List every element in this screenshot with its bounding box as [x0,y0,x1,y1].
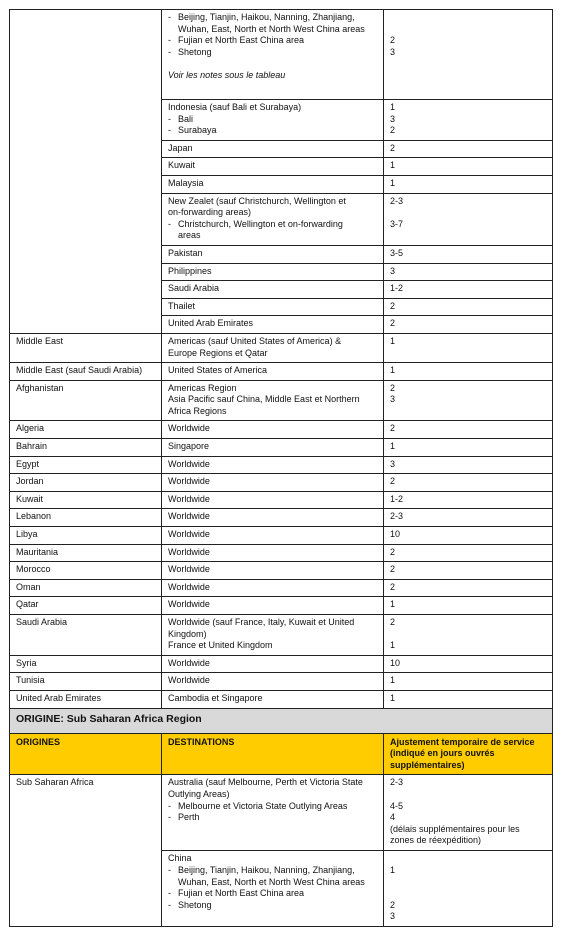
region-header-row [10,708,553,733]
adjustment-cell: 2-3 [384,509,553,527]
adjustment-cell: 2-3 4-5 4 (délais supplémentaires pour les zones de réexpédition) [384,775,553,851]
destination-cell: Americas (sauf United States of America) & Europe Regions et Qatar [162,333,384,362]
service-adjustment-table [9,9,553,927]
adjustment-cell: 2 [384,474,553,492]
table-row [10,597,553,615]
adjustment-cell: 2 3 [384,10,553,100]
destination-cell: Worldwide [162,655,384,673]
table-row: Philippines 3 [10,263,553,281]
origin-cell: Jordan [10,474,162,492]
header-adjustment: Ajustement temporaire de service (indiqué en jours ouvrés supplémentaires) [384,733,553,775]
destination-cell: Worldwide [162,456,384,474]
header-destinations: DESTINATIONS [162,733,384,775]
origin-cell: Qatar [10,597,162,615]
adjustment-cell: 2 3 [384,380,553,421]
adjustment-cell: 1 2 3 [384,851,553,927]
table-row: Kuwait 1 [10,158,553,176]
origin-cell: Afghanistan [10,380,162,421]
adjustment-cell: 10 [384,527,553,545]
adjustment-cell: 1 [384,363,553,381]
table-row [10,474,553,492]
origin-cell: Algeria [10,421,162,439]
destination-cell: Cambodia et Singapore [162,690,384,708]
table-row [10,673,553,691]
destination-cell: Worldwide [162,491,384,509]
table-row [10,456,553,474]
adjustment-cell: 2 [384,544,553,562]
table-row: Malaysia 1 [10,175,553,193]
destination-cell: Worldwide (sauf France, Italy, Kuwait et United Kingdom) France et United Kingdom [162,615,384,656]
origin-cell: Sub Saharan Africa [10,775,162,927]
origin-cell: Syria [10,655,162,673]
notes-reference: Voir les notes sous le tableau [168,69,286,80]
destination-cell: United States of America [162,363,384,381]
origin-cell: Oman [10,579,162,597]
destination-cell: Americas Region Asia Pacific sauf China, Middle East et Northern Africa Regions [162,380,384,421]
table-row [10,775,553,851]
region-title: ORIGINE: Sub Saharan Africa Region [10,708,553,733]
table-row [10,655,553,673]
middle-east-rows [10,333,553,708]
table-row: Thailet 2 [10,298,553,316]
table-row [10,690,553,708]
origin-cell: Mauritania [10,544,162,562]
origin-cell: United Arab Emirates [10,690,162,708]
adjustment-cell: 2 1 [384,615,553,656]
origin-cell: Saudi Arabia [10,615,162,656]
origin-cell [10,10,162,334]
destination-cell: Indonesia (sauf Bali et Surabaya) - Bali - Surabaya [162,100,384,141]
origin-cell: Lebanon [10,509,162,527]
destination-cell: Worldwide [162,474,384,492]
adjustment-cell: 1 [384,439,553,457]
adjustment-cell: 2 [384,579,553,597]
destination-cell: Worldwide [162,527,384,545]
table-row [10,333,553,362]
destination-cell: Worldwide [162,421,384,439]
table-row [10,363,553,381]
origin-cell: Egypt [10,456,162,474]
column-header-row [10,733,553,775]
adjustment-cell: 10 [384,655,553,673]
origin-cell: Morocco [10,562,162,580]
table-row [10,527,553,545]
adjustment-cell: 2 [384,421,553,439]
table-row [10,10,553,100]
origin-cell: Middle East (sauf Saudi Arabia) [10,363,162,381]
origin-cell: Libya [10,527,162,545]
destination-cell: Australia (sauf Melbourne, Perth et Victoria State Outlying Areas) - Melbourne et Victoria State Outlying Areas - Perth [162,775,384,851]
table-row [10,421,553,439]
origin-cell: Tunisia [10,673,162,691]
destination-cell: - Beijing, Tianjin, Haikou, Nanning, Zhanjiang, Wuhan, East, North et North West China areas - Fujian et North East China area - Shetong Voir les notes sous le tableau [162,10,384,100]
adjustment-cell: 1 3 2 [384,100,553,141]
adjustment-cell: 1 [384,333,553,362]
destination-cell: Worldwide [162,544,384,562]
table-row: Saudi Arabia 1-2 [10,281,553,299]
origin-cell: Kuwait [10,491,162,509]
destination-cell: Worldwide [162,509,384,527]
table-row [10,579,553,597]
table-row [10,544,553,562]
table-row: Japan 2 [10,140,553,158]
adjustment-cell: 1 [384,673,553,691]
destination-cell: Worldwide [162,673,384,691]
table-row [10,380,553,421]
origin-cell: Bahrain [10,439,162,457]
table-row: Pakistan 3-5 [10,245,553,263]
destination-cell: Worldwide [162,579,384,597]
adjustment-cell: 2-3 3-7 [384,193,553,245]
adjustment-cell: 1-2 [384,491,553,509]
table-row: United Arab Emirates 2 [10,316,553,334]
adjustment-cell: 2 [384,562,553,580]
adjustment-cell: 1 [384,690,553,708]
table-row [10,491,553,509]
destination-cell: Worldwide [162,562,384,580]
table-row [10,562,553,580]
destination-cell: Worldwide [162,597,384,615]
adjustment-cell: 1 [384,597,553,615]
destination-cell: Singapore [162,439,384,457]
table-row [10,509,553,527]
destination-cell: New Zealet (sauf Christchurch, Wellington et on-forwarding areas) - Christchurch, Wellington et on-forwarding areas [162,193,384,245]
table-row [10,615,553,656]
origin-cell: Middle East [10,333,162,362]
table-row [10,439,553,457]
adjustment-cell: 3 [384,456,553,474]
destination-cell: China - Beijing, Tianjin, Haikou, Nanning, Zhanjiang, Wuhan, East, North et North West China areas - Fujian et North East China area - Shetong [162,851,384,927]
header-origins: ORIGINES [10,733,162,775]
